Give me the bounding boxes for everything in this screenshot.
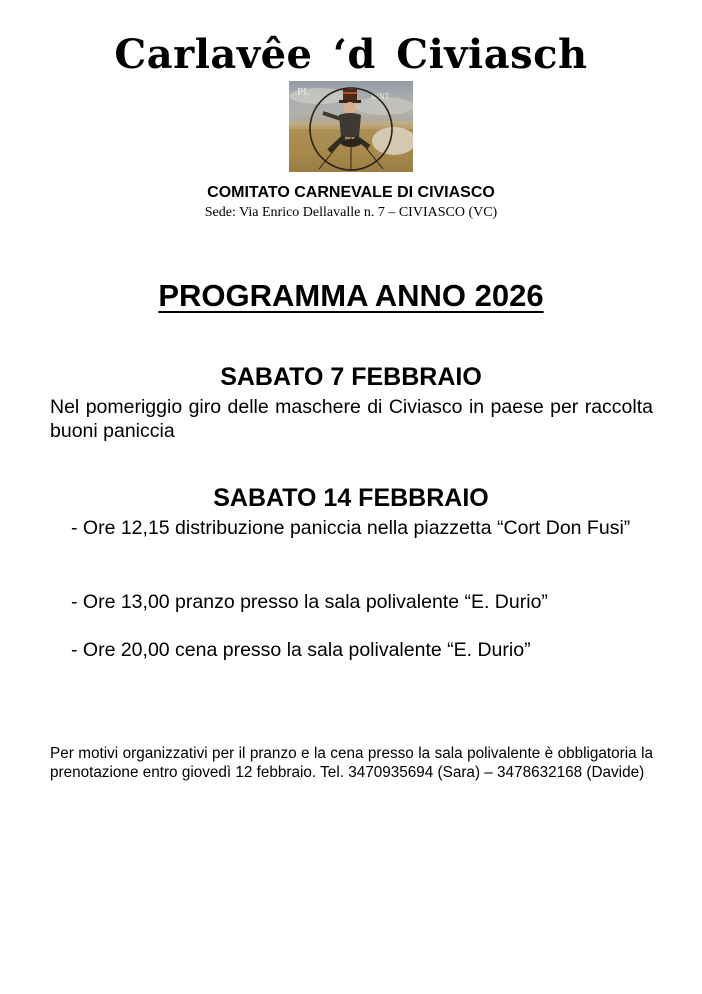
reservation-note: Per motivi organizzativi per il pranzo e la cena presso la sala polivalente è obbligatoria la prenotazione entro giovedì 12 febbraio. Tel. 3470935694 (Sara) – 3478632168 (Davide) <box>50 745 653 781</box>
document-title: Carlavêe ‘d Civiasch <box>114 31 588 78</box>
svg-text:PL: PL <box>297 86 310 98</box>
program-title-text: PROGRAMMA ANNO 2026 <box>158 278 544 313</box>
schedule-item-2000: - Ore 20,00 cena presso la sala polivalente “E. Durio” <box>71 639 531 661</box>
program-title <box>0 276 702 316</box>
schedule-item-1300: - Ore 13,00 pranzo presso la sala polivalente “E. Durio” <box>71 591 548 613</box>
carnival-logo-image <box>289 81 413 172</box>
schedule-item-1215: - Ore 12,15 distribuzione paniccia nella piazzetta “Cort Don Fusi” <box>71 517 631 539</box>
committee-address: Sede: Via Enrico Dellavalle n. 7 – CIVIASCO (VC) <box>204 205 498 220</box>
day-description-saturday-7: Nel pomeriggio giro delle maschere di Civiasco in paese per raccolta buoni paniccia <box>50 396 653 442</box>
svg-text:RINT: RINT <box>371 92 390 101</box>
day-heading-saturday-14: SABATO 14 FEBBRAIO <box>213 484 489 512</box>
committee-name: COMITATO CARNEVALE DI CIVIASCO <box>207 184 495 201</box>
day-heading-saturday-7: SABATO 7 FEBBRAIO <box>220 363 482 391</box>
wheel-rider-painting-icon <box>289 81 413 172</box>
